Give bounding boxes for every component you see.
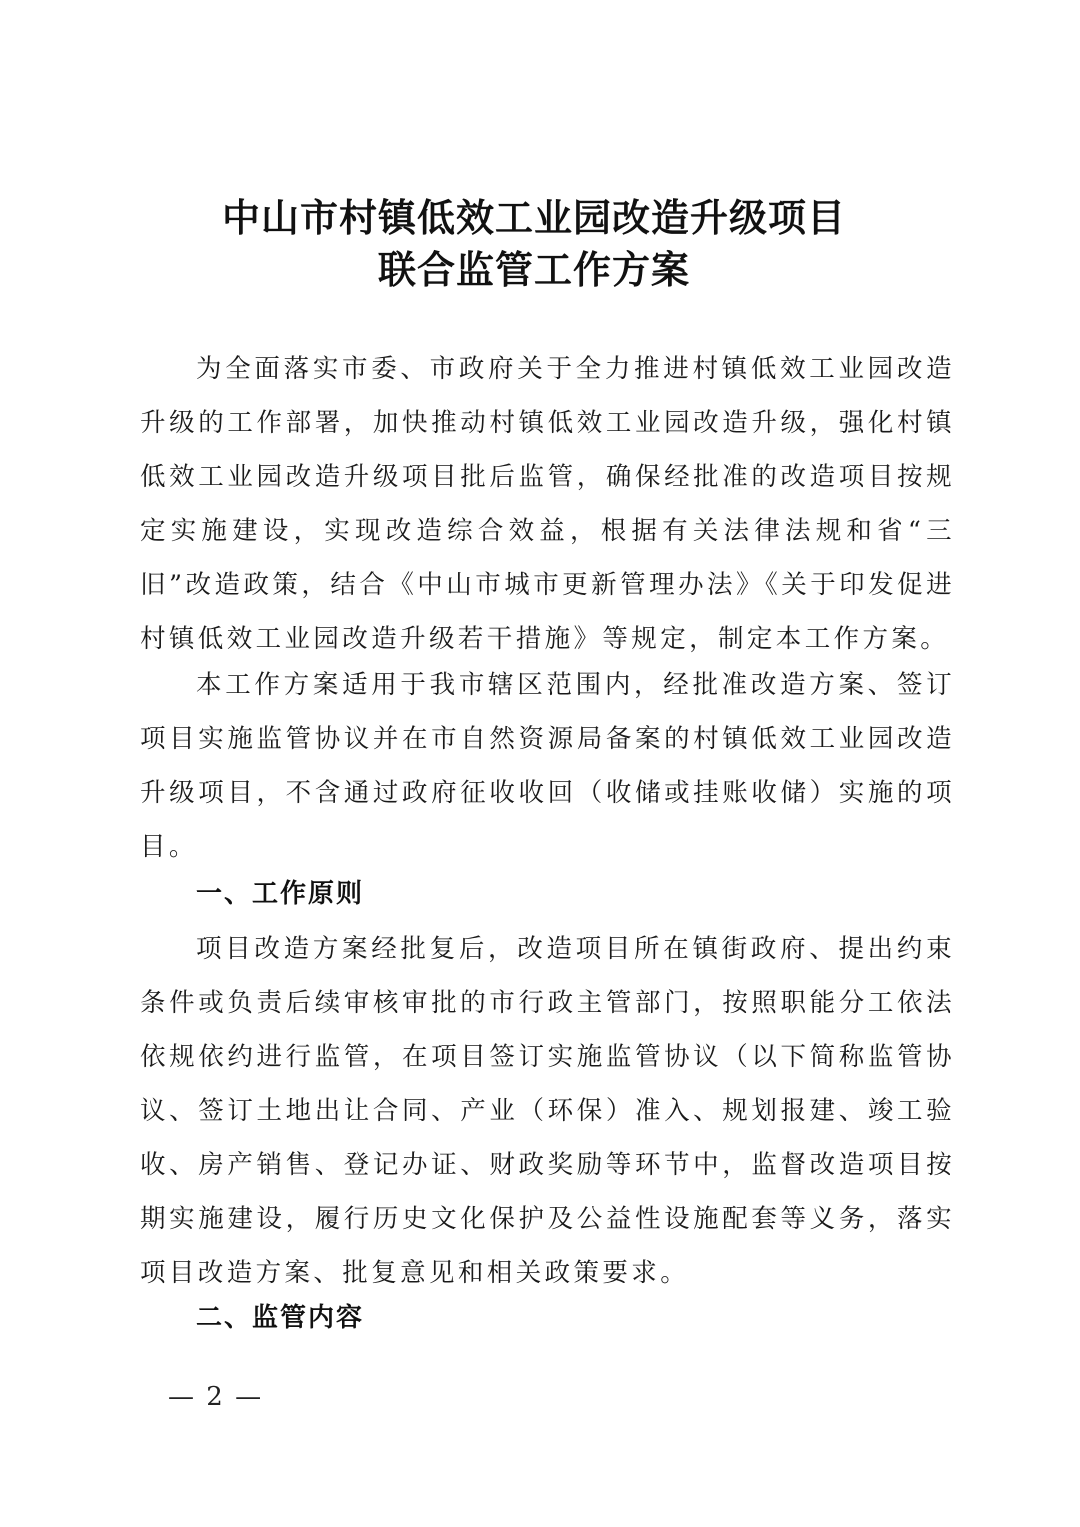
paragraph-principles: 项目改造方案经批复后，改造项目所在镇街政府、提出约束条件或负责后续审核审批的市行政主管部门，按照职能分工依法依规依约进行监管，在项目签订实施监管协议（以下简称监管协议、签订土地出让合同、产业（环保）准入、规划报建、竣工验收、房产销售、登记办证、财政奖励等环节中，监督改造项目按期实施建设，履行历史文化保护及公益性设施配套等义务，落实项目改造方案、批复意见和相关政策要求。 (140, 934, 955, 1288)
section-heading-principles: 一、工作原则 (196, 879, 365, 909)
document-title-line-2: 联合监管工作方案 (377, 248, 690, 292)
page-number: — 2 — (168, 1382, 264, 1412)
document-title-line-1: 中山市村镇低效工业园改造升级项目 (221, 196, 846, 240)
paragraph-scope: 本工作方案适用于我市辖区范围内，经批准改造方案、签订项目实施监管协议并在市自然资源局备案的村镇低效工业园改造升级项目，不含通过政府征收收回（收储或挂账收储）实施的项目。 (140, 670, 955, 862)
paragraph-intro: 为全面落实市委、市政府关于全力推进村镇低效工业园改造升级的工作部署，加快推动村镇低效工业园改造升级，强化村镇低效工业园改造升级项目批后监管，确保经批准的改造项目按规定实施建设，实现改造综合效益，根据有关法律法规和省“三旧”改造政策，结合《中山市城市更新管理办法》《关于印发促进村镇低效工业园改造升级若干措施》等规定，制定本工作方案。 (140, 354, 955, 654)
section-heading-content: 二、监管内容 (196, 1303, 365, 1333)
